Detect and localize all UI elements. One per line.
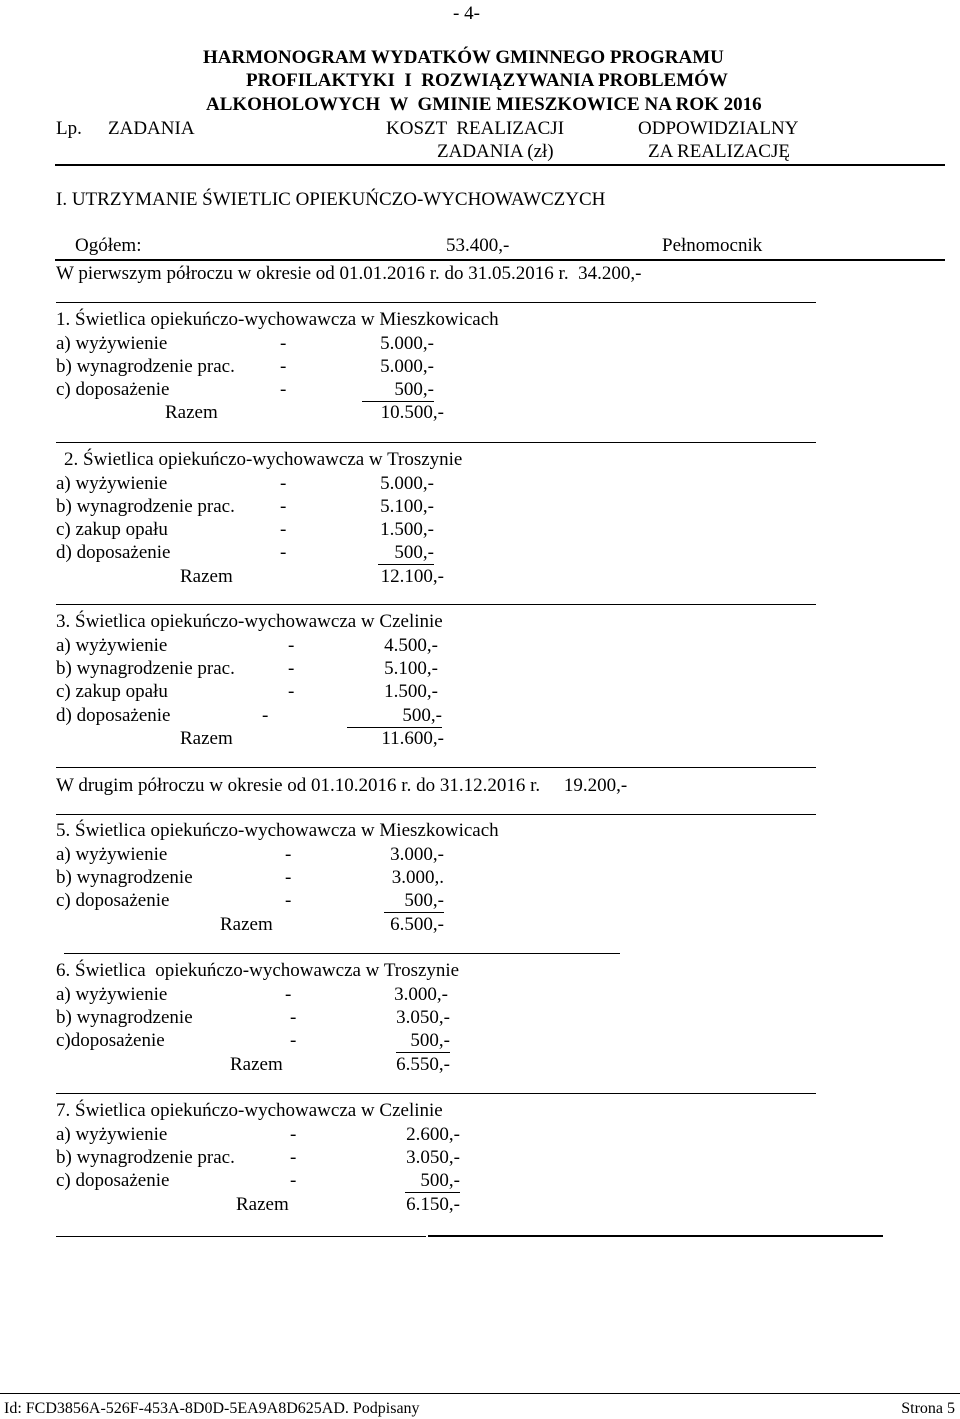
total-value: 53.400,-	[446, 235, 510, 256]
block-title: 5. Świetlica opiekuńczo-wychowawcza w Mieszkowicach	[56, 820, 499, 841]
item-label: a) wyżywienie	[56, 1124, 168, 1145]
sum-label: Razem	[230, 1054, 283, 1075]
separator	[56, 302, 816, 303]
item-label: b) wynagrodzenie prac.	[56, 1147, 235, 1168]
first-half-period: W pierwszym półroczu w okresie od 01.01.2016 r. do 31.05.2016 r. 34.200,-	[56, 263, 642, 284]
block-title: 2. Świetlica opiekuńczo-wychowawcza w Troszynie	[64, 449, 463, 470]
item-label: b) wynagrodzenie prac.	[56, 658, 235, 679]
item-dash: -	[280, 333, 287, 354]
item-value: 5.000,-	[380, 333, 434, 354]
item-dash: -	[285, 984, 292, 1005]
header-lp: Lp.	[56, 118, 82, 139]
separator	[56, 442, 816, 443]
title-line-1: HARMONOGRAM WYDATKÓW GMINNEGO PROGRAMU	[203, 47, 724, 68]
footer-page: Strona 5	[901, 1400, 955, 1417]
item-dash: -	[280, 496, 287, 517]
item-dash: -	[285, 844, 292, 865]
total-label: Ogółem:	[75, 235, 142, 256]
subtotal-rule	[384, 912, 444, 913]
item-dash: -	[288, 681, 295, 702]
header-divider	[55, 164, 945, 166]
header-odpowiedzialny: ODPOWIDZIALNY	[638, 118, 799, 139]
item-label: b) wynagrodzenie	[56, 1007, 193, 1028]
item-dash: -	[285, 890, 292, 911]
second-half-period: W drugim półroczu w okresie od 01.10.2016 r. do 31.12.2016 r. 19.200,-	[56, 775, 628, 796]
page-number: - 4-	[453, 3, 480, 24]
block-title: 6. Świetlica opiekuńczo-wychowawcza w Troszynie	[56, 960, 460, 981]
block-title: 1. Świetlica opiekuńczo-wychowawcza w Mieszkowicach	[56, 309, 499, 330]
header-za-realizacje: ZA REALIZACJĘ	[648, 141, 790, 162]
item-value: 5.000,-	[380, 356, 434, 377]
header-koszt: KOSZT REALIZACJI	[386, 118, 565, 139]
item-label: b) wynagrodzenie	[56, 867, 193, 888]
item-value: 3.050,-	[406, 1147, 460, 1168]
separator	[64, 953, 620, 954]
sum-label: Razem	[220, 914, 273, 935]
title-line-2: PROFILAKTYKI I ROZWIĄZYWANIA PROBLEMÓW	[246, 70, 728, 91]
header-koszt-unit: ZADANIA (zł)	[437, 141, 554, 162]
separator	[56, 604, 816, 605]
sum-value: 6.150,-	[406, 1194, 460, 1215]
separator	[428, 1235, 883, 1237]
item-value: 3.050,-	[396, 1007, 450, 1028]
item-label: a) wyżywienie	[56, 473, 168, 494]
responsible: Pełnomocnik	[662, 235, 763, 256]
item-dash: -	[290, 1007, 297, 1028]
sum-label: Razem	[236, 1194, 289, 1215]
item-value: 5.100,-	[380, 496, 434, 517]
item-label: b) wynagrodzenie prac.	[56, 496, 235, 517]
item-value: 4.500,-	[384, 635, 438, 656]
item-label: d) doposażenie	[56, 542, 171, 563]
sum-value: 6.500,-	[390, 914, 444, 935]
item-dash: -	[280, 473, 287, 494]
item-value: 500,-	[410, 1030, 450, 1051]
item-label: b) wynagrodzenie prac.	[56, 356, 235, 377]
title-line-3: ALKOHOLOWYCH W GMINIE MIESZKOWICE NA ROK 2016	[206, 94, 762, 115]
block-title: 7. Świetlica opiekuńczo-wychowawcza w Czelinie	[56, 1100, 443, 1121]
sum-label: Razem	[180, 728, 233, 749]
item-dash: -	[280, 356, 287, 377]
item-value: 2.600,-	[406, 1124, 460, 1145]
item-label: c) zakup opału	[56, 681, 168, 702]
item-dash: -	[290, 1124, 297, 1145]
item-dash: -	[280, 379, 287, 400]
item-dash: -	[280, 519, 287, 540]
total-divider	[55, 259, 945, 261]
item-dash: -	[290, 1170, 297, 1191]
item-value: 500,-	[420, 1170, 460, 1191]
sum-label: Razem	[180, 566, 233, 587]
item-label: a) wyżywienie	[56, 635, 168, 656]
section-title: I. UTRZYMANIE ŚWIETLIC OPIEKUŃCZO-WYCHOWAWCZYCH	[56, 189, 606, 210]
item-value: 1.500,-	[380, 519, 434, 540]
item-value: 500,-	[402, 705, 442, 726]
subtotal-rule	[396, 1052, 450, 1053]
item-label: a) wyżywienie	[56, 844, 168, 865]
sum-value: 11.600,-	[381, 728, 444, 749]
block-title: 3. Świetlica opiekuńczo-wychowawcza w Czelinie	[56, 611, 443, 632]
separator	[56, 1236, 426, 1237]
footer-rule	[0, 1393, 960, 1394]
item-dash: -	[290, 1147, 297, 1168]
separator	[56, 814, 816, 815]
sum-value: 10.500,-	[380, 402, 444, 423]
item-dash: -	[285, 867, 292, 888]
footer-document-id: Id: FCD3856A-526F-453A-8D0D-5EA9A8D625AD. Podpisany	[4, 1400, 420, 1417]
item-value: 3.000,-	[394, 984, 448, 1005]
header-zadania: ZADANIA	[108, 118, 195, 139]
subtotal-rule	[378, 564, 434, 565]
sum-value: 12.100,-	[380, 566, 444, 587]
item-label: c)doposażenie	[56, 1030, 165, 1051]
sum-label: Razem	[165, 402, 218, 423]
item-label: c) doposażenie	[56, 379, 170, 400]
item-value: 5.100,-	[384, 658, 438, 679]
item-dash: -	[288, 635, 295, 656]
separator	[56, 1093, 816, 1094]
item-dash: -	[280, 542, 287, 563]
item-value: 500,-	[394, 542, 434, 563]
item-value: 500,-	[404, 890, 444, 911]
item-label: a) wyżywienie	[56, 333, 168, 354]
item-label: a) wyżywienie	[56, 984, 168, 1005]
item-dash: -	[288, 658, 295, 679]
item-dash: -	[290, 1030, 297, 1051]
separator	[56, 767, 816, 768]
item-label: d) doposażenie	[56, 705, 171, 726]
item-value: 3.000,.	[391, 867, 444, 888]
sum-value: 6.550,-	[396, 1054, 450, 1075]
subtotal-rule	[405, 1192, 460, 1193]
item-value: 1.500,-	[384, 681, 438, 702]
item-value: 500,-	[394, 379, 434, 400]
item-label: c) doposażenie	[56, 1170, 170, 1191]
item-label: c) zakup opału	[56, 519, 168, 540]
item-dash: -	[262, 705, 269, 726]
item-value: 5.000,-	[380, 473, 434, 494]
item-label: c) doposażenie	[56, 890, 170, 911]
item-value: 3.000,-	[390, 844, 444, 865]
